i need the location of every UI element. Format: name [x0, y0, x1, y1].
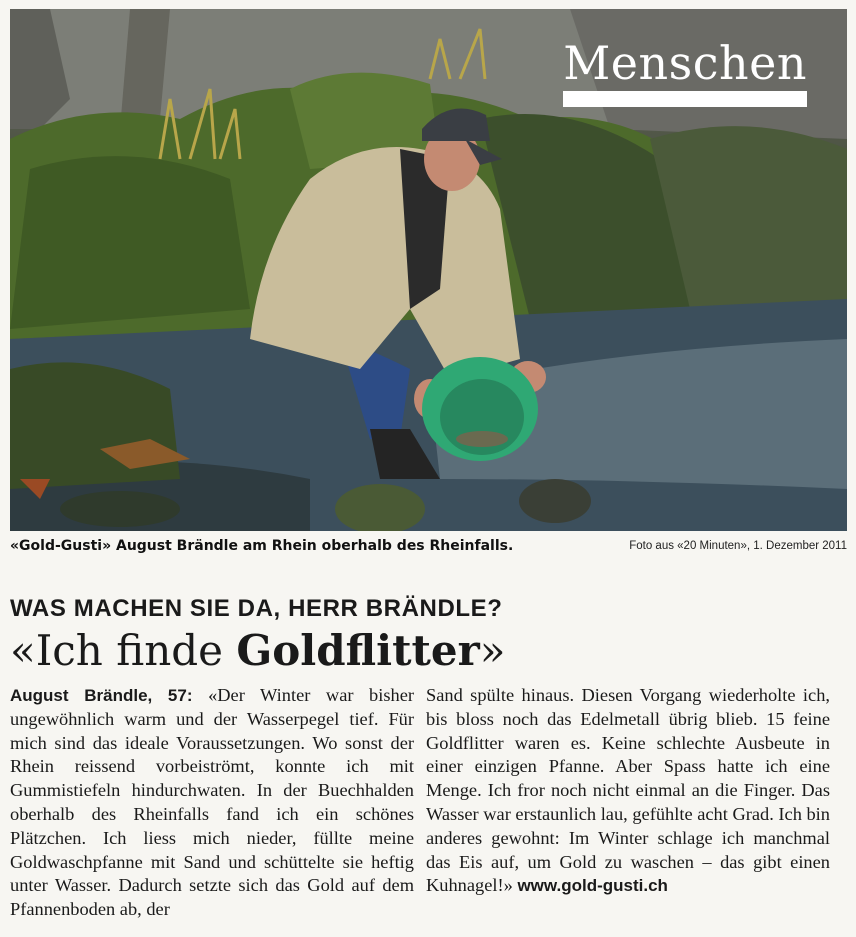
body-text-2: Sand spülte hinaus. Diesen Vorgang wiederholte ich, bis bloss noch das Edelmetall übrig blieb. 15 feine Goldflitter waren es. Keine schlechte Ausbeute in einer einzigen Pfanne. Aber Spass hatte ich eine Menge. Ich fror noch nicht einmal an die Finger. Das Wasser war erstaunlich lau, gefühlte acht Grad. Ich bin anderes gewohnt: Im Winter schlage ich manchmal das Eis auf, um Gold zu waschen – das gibt einen Kuhnagel!»: [426, 685, 830, 896]
author-name: August Brändle, 57:: [10, 686, 193, 705]
section-tag: [563, 37, 807, 107]
body-text-1: «Der Winter war bisher ungewöhnlich warm und der Wasserpegel tief. Für mich sind das ideale Voraussetzungen. Wo sonst der Rhein reissend vorbeiströmt, konnte ich mit Gummistiefeln hindurchwaten. In der Buechhalden oberhalb des Rheinfalls fand ich ein schönes Plätzchen. Ich liess mich nieder, füllte meine Goldwaschpfanne mit Sand und schüttelte sie heftig unter Wasser. Dadurch setzte sich das Gold auf dem Pfannenboden ab, der: [10, 685, 414, 920]
photo-credit: Foto aus «20 Minuten», 1. Dezember 2011: [629, 540, 847, 552]
article-body: [10, 684, 850, 922]
website-link[interactable]: www.gold-gusti.ch: [517, 876, 668, 896]
section-tag-underline: [563, 91, 807, 107]
body-column-1: [10, 684, 414, 922]
article-kicker: WAS MACHEN SIE DA, HERR BRÄNDLE?: [10, 595, 503, 622]
headline-close: »: [479, 626, 506, 675]
section-tag-label: Menschen: [563, 36, 807, 90]
body-column-2: [426, 684, 830, 922]
article-photo: [10, 9, 847, 531]
headline-open: «Ich finde: [10, 626, 237, 675]
photo-caption: «Gold-Gusti» August Brändle am Rhein oberhalb des Rheinfalls.: [10, 538, 514, 554]
article-headline: [10, 626, 505, 675]
headline-bold: Goldflitter: [236, 626, 480, 675]
